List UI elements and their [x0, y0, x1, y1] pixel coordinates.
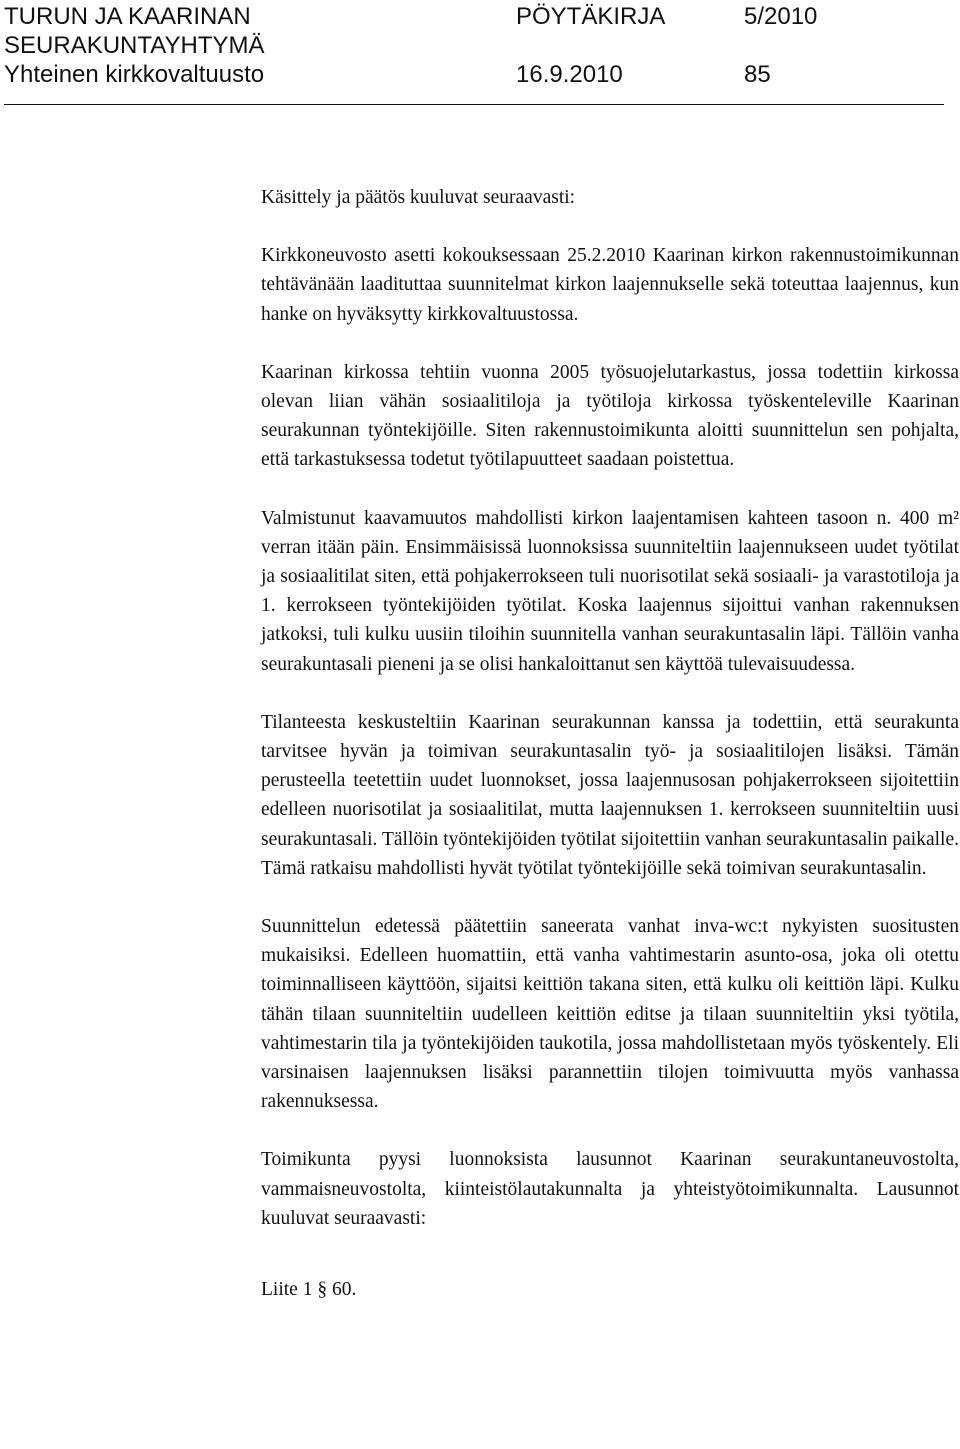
organization-name-line2: SEURAKUNTAYHTYMÄ: [4, 32, 265, 59]
document-number: 5/2010: [744, 3, 818, 30]
page-number: 85: [744, 61, 771, 88]
paragraph-5: Suunnittelun edetessä päätettiin saneerata vanhat inva-wc:t nykyisten suositusten mukaisiksi. Edelleen huomattiin, että vanha vahtimestarin asunto-osa, joka oli otettu toiminnalliseen käyttöön, sijaitsi keittiön takana siten, että kulku oli keittiön läpi. Kulku tähän tilaan suunniteltiin uudelleen keittiön editse ja tilaan suunniteltiin yksi työtila, vahtimestarin tila ja työntekijöiden taukotila, jossa mahdollistetaan myös työskentely. Eli varsinaisen laajennuksen lisäksi parannettiin tilojen toimivuutta myös vanhassa rakennuksessa.: [261, 916, 959, 1113]
meeting-date: 16.9.2010: [516, 61, 623, 88]
paragraph-3: Valmistunut kaavamuutos mahdollisti kirkon laajentamisen kahteen tasoon n. 400 m² verran itään päin. Ensimmäisissä luonnoksissa suunniteltiin laajennukseen uudet työtilat ja sosiaalitilat siten, että pohjakerrokseen tuli nuorisotilat sekä sosiaali- ja varastotiloja ja 1. kerrokseen työntekijöiden työtilat. Koska laajennus sijoittui vanhan rakennuksen jatkoksi, tuli kulku uusiin tiloihin suunnitella vanhan seurakuntasalin läpi. Tällöin vanha seurakuntasali pieneni ja se olisi hankaloittanut sen käyttöä tulevaisuudessa.: [261, 507, 959, 675]
attachment-reference: Liite 1 § 60.: [261, 1279, 357, 1301]
intro-line: Käsittely ja päätös kuuluvat seuraavasti:: [261, 187, 576, 208]
paragraph-1: Kirkkoneuvosto asetti kokouksessaan 25.2.2010 Kaarinan kirkon rakennustoimikunnan tehtävänään laadituttaa suunnitelmat kirkon laajennukselle sekä toteuttaa laajennus, kun hanke on hyväksytty kirkkovaltuustossa.: [261, 245, 959, 325]
document-body: [261, 183, 959, 1304]
paragraph-4: Tilanteesta keskusteltiin Kaarinan seurakunnan kanssa ja todettiin, että seurakunta tarvitsee hyvän ja toimivan seurakuntasalin työ- ja sosiaalitilojen lisäksi. Tämän perusteella teetettiin uudet luonnokset, jossa laajennusosan pohjakerrokseen sijoitettiin edelleen nuorisotilat ja sosiaalitilat, mutta laajennuksen 1. kerrokseen suunniteltiin uusi seurakuntasali. Tällöin työntekijöiden työtilat sijoitettiin vanhan seurakuntasalin paikalle. Tämä ratkaisu mahdollisti hyvät työtilat työntekijöille sekä toimivan seurakuntasalin.: [261, 711, 959, 879]
header-row-3: [4, 60, 954, 89]
paragraph-6: Toimikunta pyysi luonnoksista lausunnot Kaarinan seurakuntaneuvostolta, vammaisneuvostolta, kiinteistölautakunnalta ja yhteistyötoimikunnalta. Lausunnot kuuluvat seuraavasti:: [261, 1149, 959, 1229]
governing-body-name: Yhteinen kirkkovaltuusto: [4, 61, 265, 88]
header-row-1: [4, 2, 954, 31]
organization-name-line1: TURUN JA KAARINAN: [4, 3, 251, 30]
document-header: [4, 2, 954, 89]
header-divider: [4, 104, 944, 105]
header-row-2: [4, 31, 954, 60]
document-type: PÖYTÄKIRJA: [516, 3, 666, 30]
paragraph-2: Kaarinan kirkossa tehtiin vuonna 2005 työsuojelutarkastus, jossa todettiin kirkossa olevan liian vähän sosiaalitiloja ja työtiloja kirkossa työskenteleville Kaarinan seurakunnan työntekijöille. Siten rakennustoimikunta aloitti suunnittelun sen pohjalta, että tarkastuksessa todetut työtilapuutteet saadaan poistettua.: [261, 361, 959, 471]
